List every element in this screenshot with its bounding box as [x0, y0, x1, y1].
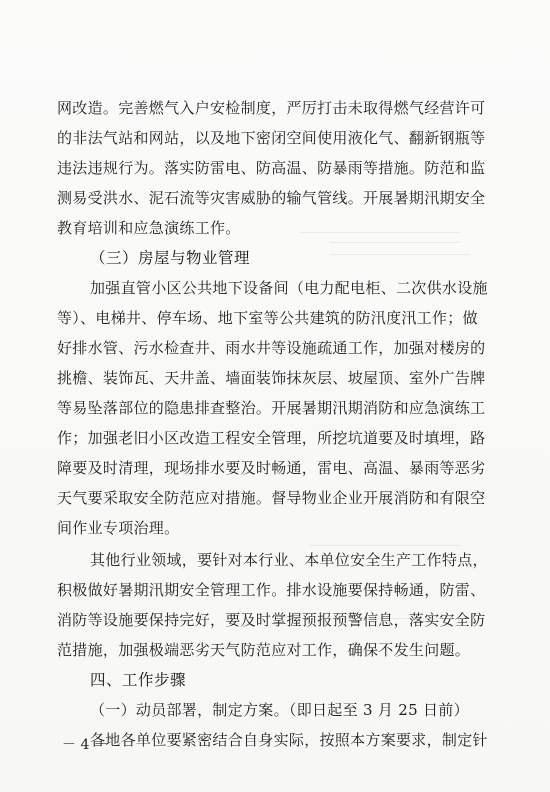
paragraph-4-line-1: 各地各单位要紧密结合自身实际，按照本方案要求，制定针 — [90, 731, 488, 749]
paragraph-2-line-4: 挑檐、装饰瓦、天井盖、墙面装饰抹灰层、坡屋顶、室外广告牌 — [57, 369, 486, 387]
paragraph-2-line-9: 间作业专项治理。 — [57, 519, 180, 537]
paragraph-1-line-5: 教育培训和应急演练工作。 — [57, 219, 241, 237]
paragraph-2-line-7: 障要及时清理，现场排水要及时畅通，雷电、高温、暴雨等恶劣 — [57, 459, 486, 477]
section-3-heading: （三）房屋与物业管理 — [90, 249, 251, 267]
paragraph-1-line-1: 网改造。完善燃气入户安检制度，严厉打击未取得燃气经营许可 — [57, 99, 486, 117]
paragraph-2-line-6: 作；加强老旧小区改造工程安全管理，所挖坑道要及时填埋，路 — [57, 429, 486, 447]
bleed-through-mark — [330, 242, 460, 243]
paragraph-3-line-2: 积极做好暑期汛期安全管理工作。排水设施要保持畅通，防雷、 — [57, 581, 486, 599]
paragraph-3-line-1: 其他行业领域，要针对本行业、本单位安全生产工作特点， — [90, 551, 488, 569]
bleed-through-mark — [320, 618, 460, 619]
paragraph-3-line-3: 消防等设施要保持完好，要及时掌握预报预警信息，落实安全防 — [57, 611, 486, 629]
step-1-heading: （一）动员部署，制定方案。（即日起至 3 月 25 日前） — [90, 701, 469, 719]
paragraph-3-line-4: 范措施，加强极端恶劣天气防范应对工作，确保不发生问题。 — [57, 641, 471, 659]
bleed-through-mark — [310, 545, 460, 546]
bleed-through-mark — [300, 232, 460, 233]
paragraph-2-line-8: 天气要采取安全防范应对措施。督导物业企业开展消防和有限空 — [57, 489, 486, 507]
paragraph-1-line-3: 违法违规行为。落实防雷电、防高温、防暴雨等措施。防范和监 — [57, 159, 486, 177]
paragraph-2-line-1: 加强直管小区公共地下设备间（电力配电柜、二次供水设施 — [90, 279, 488, 297]
paragraph-1-line-4: 测易受洪水、泥石流等灾害威胁的输气管线。开展暑期汛期安全 — [57, 189, 486, 207]
section-4-heading: 四、工作步骤 — [90, 671, 187, 689]
paragraph-2-line-5: 等易坠落部位的隐患排查整治。开展暑期汛期消防和应急演练工 — [57, 399, 486, 417]
bleed-through-mark — [330, 254, 470, 255]
page-number: － 4 － — [62, 737, 108, 753]
paragraph-2-line-3: 好排水管、污水检查井、雨水井等设施疏通工作，加强对楼房的 — [57, 339, 486, 357]
paragraph-1-line-2: 的非法气站和网站，以及地下密闭空间使用液化气、翻新钢瓶等 — [57, 129, 486, 147]
paragraph-2-line-2: 等）、电梯井、停车场、地下室等公共建筑的防汛度汛工作；做 — [57, 309, 478, 327]
